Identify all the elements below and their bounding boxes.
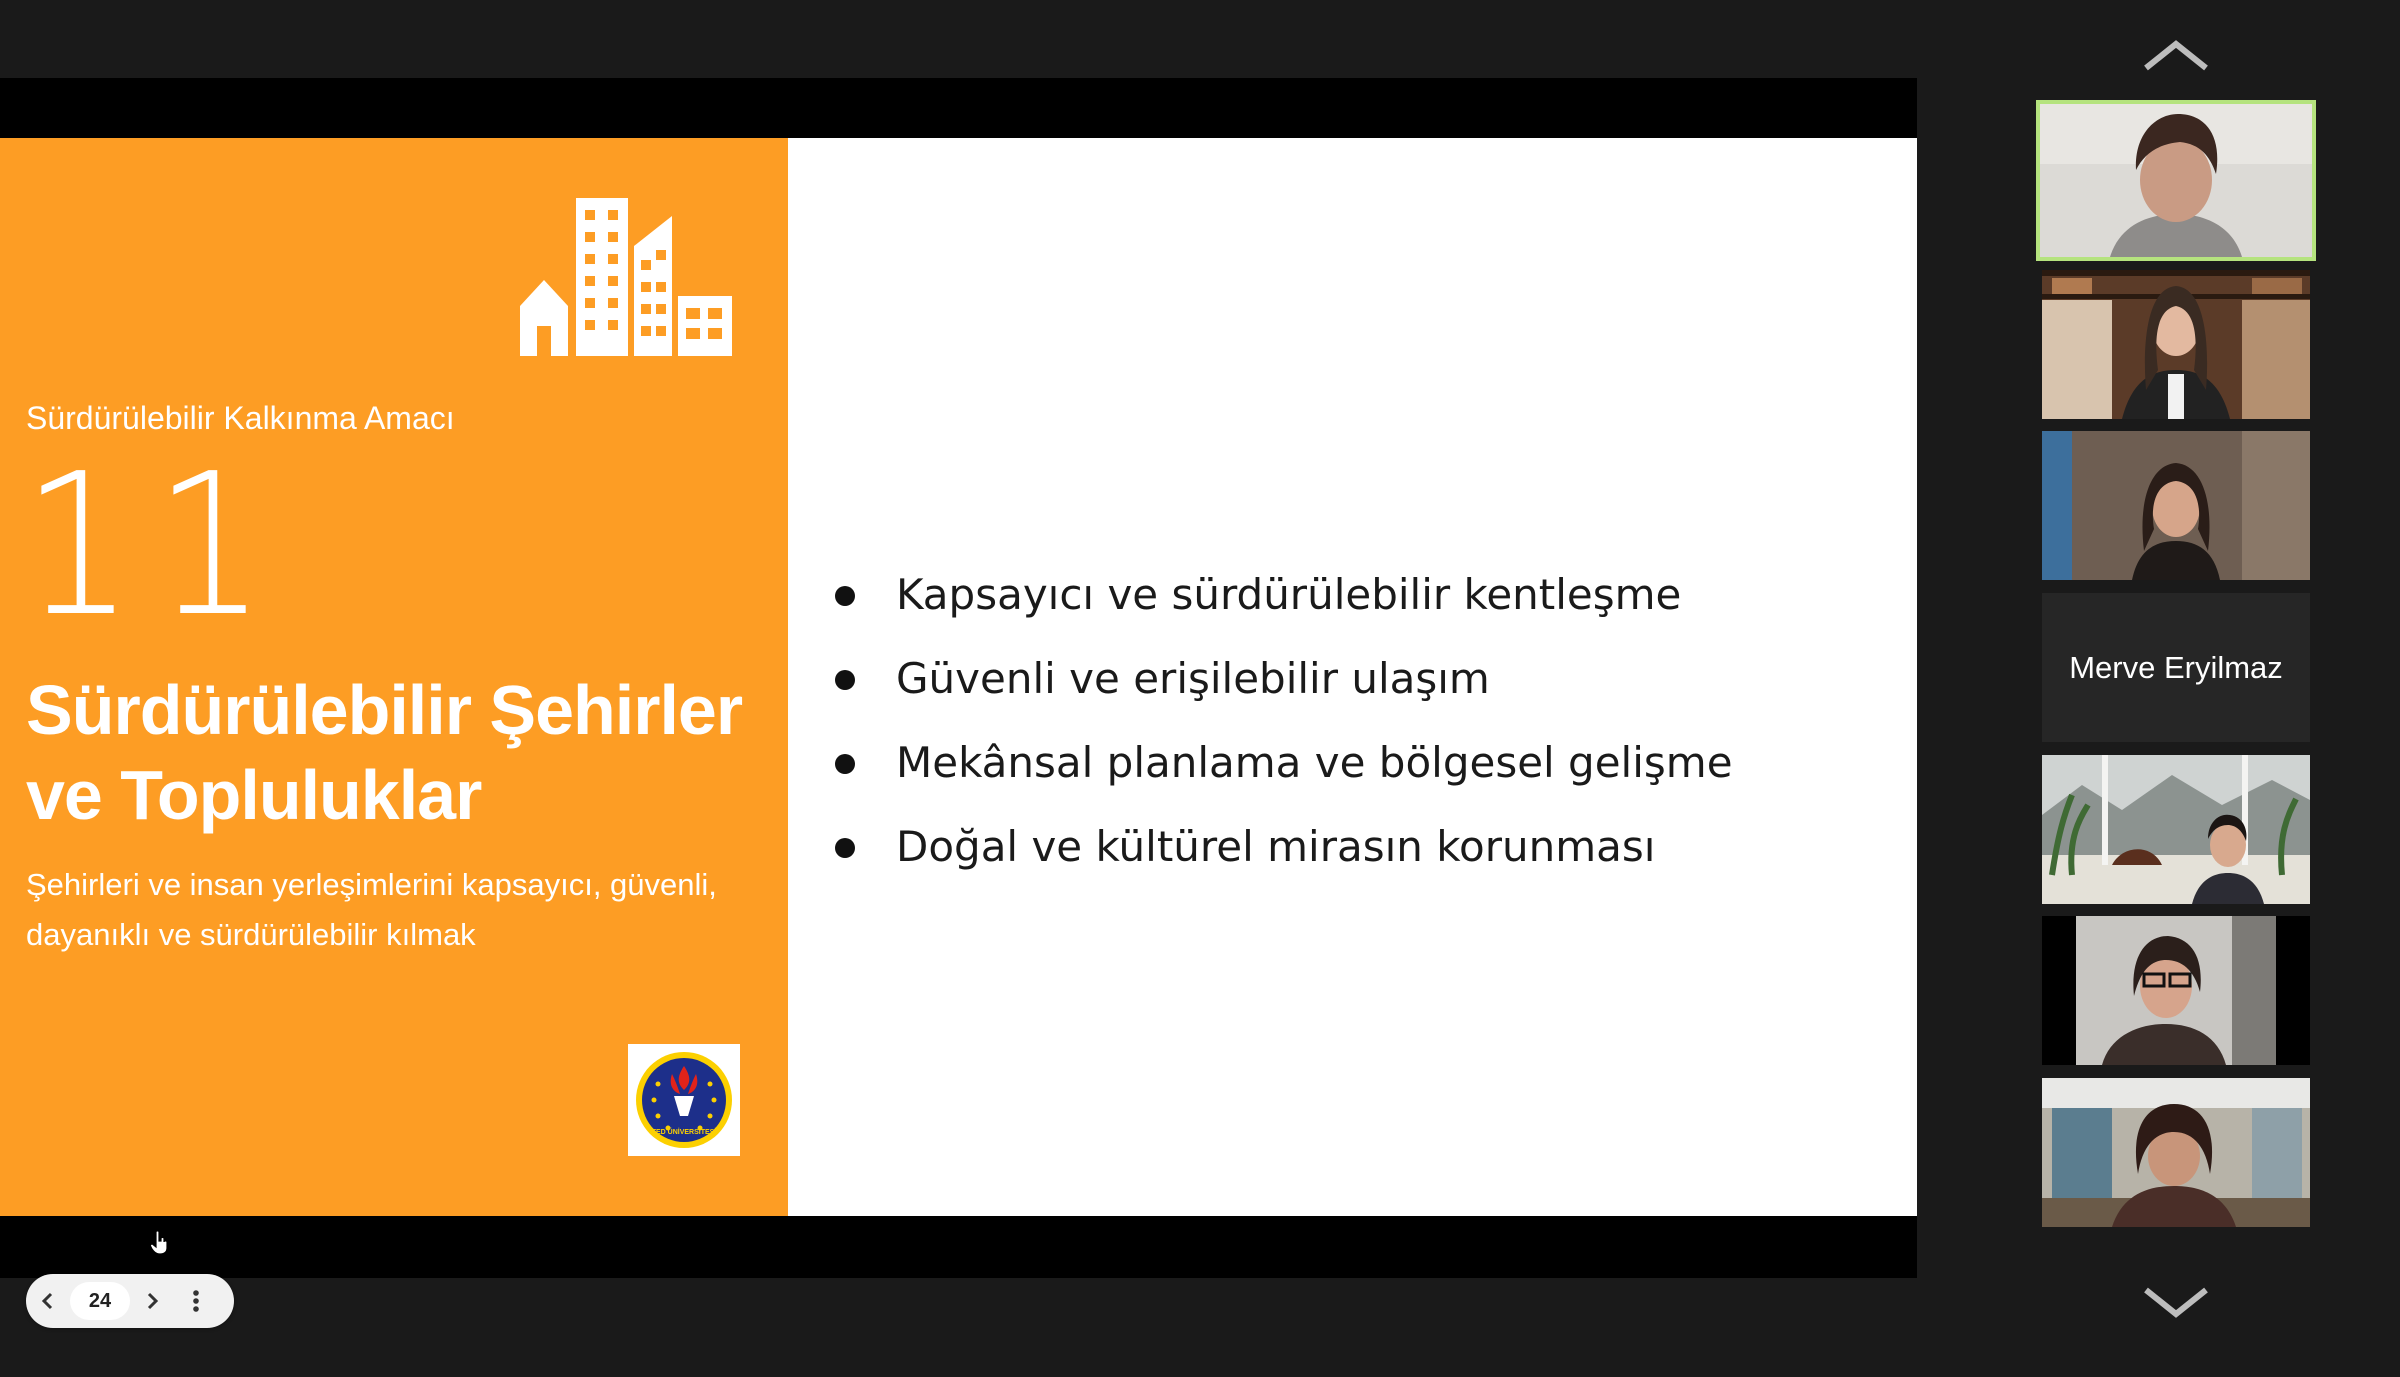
bullet-list [826,553,1733,889]
sdg-description-line: dayanıklı ve sürdürülebilir kılmak [26,917,476,952]
sdg-label: Sürdürülebilir Kalkınma Amacı [26,400,455,436]
participant-video-tile[interactable] [2042,270,2310,419]
participant-name: Merve Eryilmaz [2069,649,2283,685]
sdg-number: 11 [22,432,287,660]
sdg-description [26,860,786,960]
participant-video [2042,270,2310,419]
bullet-item: Güvenli ve erişilebilir ulaşım [826,637,1733,721]
participant-gallery [2034,0,2318,1377]
participant-video [2042,755,2310,904]
sdg-title-line: ve Topluluklar [26,756,482,834]
sdg-panel [0,138,788,1216]
participant-video-tile[interactable] [2042,755,2310,904]
participant-video [2042,431,2310,580]
next-slide-button[interactable] [130,1274,174,1328]
logo-text: TED ÜNİVERSİTESİ [651,1129,717,1136]
more-options-button[interactable] [174,1274,218,1328]
mouse-cursor-icon [150,1230,170,1256]
university-logo-icon [628,1044,740,1156]
participant-video [2042,1078,2310,1227]
presentation-slide [0,138,1917,1216]
slide-number[interactable]: 24 [70,1282,130,1320]
chevron-left-icon [41,1291,55,1311]
bullet-item: Doğal ve kültürel mirasın korunması [826,805,1733,889]
screen-share-area [0,78,1917,1312]
participant-video-tile[interactable] [2042,916,2310,1065]
more-vertical-icon [192,1289,200,1313]
sdg-description-line: Şehirleri ve insan yerleşimlerini kapsayıcı, güvenli, [26,867,717,902]
city-buildings-icon [520,198,732,356]
prev-slide-button[interactable] [26,1274,70,1328]
slide-navigation [26,1274,234,1328]
bullet-item: Kapsayıcı ve sürdürülebilir kentleşme [826,553,1733,637]
participant-video-tile[interactable] [2042,431,2310,580]
chevron-up-icon[interactable] [2140,38,2212,74]
participant-video-tile[interactable] [2036,100,2316,261]
participant-video [2040,104,2312,257]
chevron-right-icon [145,1291,159,1311]
participant-video [2042,916,2310,1065]
bullet-item: Mekânsal planlama ve bölgesel gelişme [826,721,1733,805]
university-logo [628,1044,740,1156]
sdg-title [26,668,786,838]
sdg-title-line: Sürdürülebilir Şehirler [26,671,743,749]
participant-video-tile[interactable] [2042,1078,2310,1227]
chevron-down-icon[interactable] [2140,1284,2212,1320]
participant-name-tile[interactable] [2042,593,2310,742]
